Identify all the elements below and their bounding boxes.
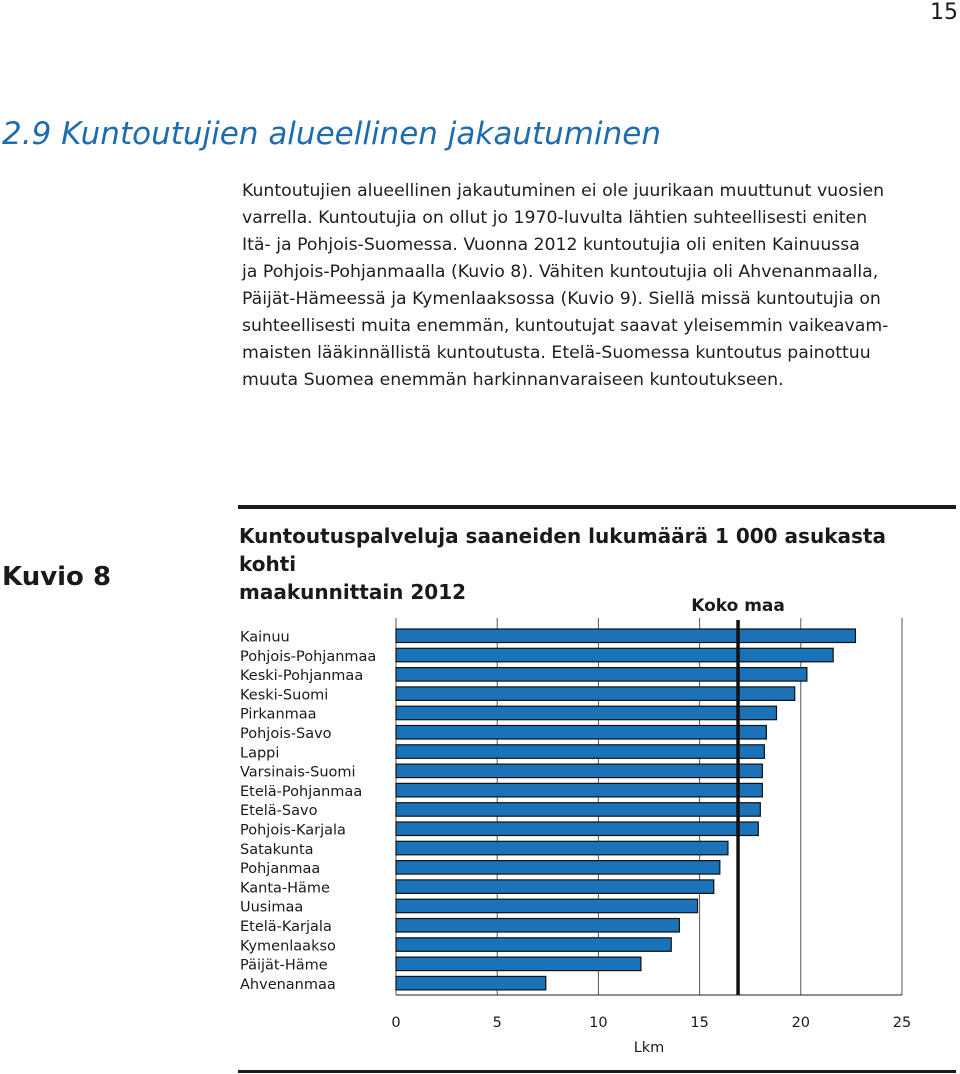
x-tick-label: 10: [589, 1015, 608, 1031]
category-label: Lappi: [240, 745, 280, 762]
body-line: varrella. Kuntoutujia on ollut jo 1970-luvulta lähtien suhteellisesti eniten: [242, 208, 868, 228]
figure-title-line: Kuntoutuspalveluja saaneiden lukumäärä 1 000 asukasta kohti: [239, 524, 886, 576]
category-label: Kymenlaakso: [240, 938, 336, 955]
bar: [396, 803, 760, 817]
category-label: Pohjois-Karjala: [240, 822, 346, 839]
bar: [396, 861, 720, 875]
body-line: suhteellisesti muita enemmän, kuntoutujat saavat yleisemmin vaikeavam-: [242, 316, 889, 336]
category-label: Pohjanmaa: [240, 861, 321, 878]
figure-title-line: maakunnittain 2012: [239, 580, 467, 604]
x-tick-label: 20: [791, 1015, 811, 1031]
bar: [396, 764, 762, 778]
figure-bottom-rule: [238, 1070, 956, 1073]
bar: [396, 648, 833, 662]
bar: [396, 822, 758, 836]
category-label: Pirkanmaa: [240, 706, 317, 723]
bar: [396, 668, 807, 682]
bar: [396, 783, 762, 797]
bar: [396, 745, 764, 759]
x-tick-label: 5: [492, 1015, 502, 1031]
bar: [396, 880, 714, 894]
page-number: 15: [930, 0, 958, 25]
bar: [396, 841, 728, 855]
body-line: Päijät-Hämeessä ja Kymenlaaksossa (Kuvio 9). Siellä missä kuntoutujia on: [242, 289, 881, 309]
x-axis-label: Lkm: [633, 1040, 665, 1056]
body-line: Itä- ja Pohjois-Suomessa. Vuonna 2012 kuntoutujia oli eniten Kainuussa: [242, 235, 860, 255]
bar: [396, 629, 855, 643]
section-title: 2.9 Kuntoutujien alueellinen jakautuminen: [2, 116, 661, 152]
category-label: Keski-Suomi: [240, 687, 329, 704]
category-label: Päijät-Häme: [240, 957, 328, 974]
body-line: muuta Suomea enemmän harkinnanvaraiseen kuntoutukseen.: [242, 370, 784, 390]
category-label: Satakunta: [240, 841, 314, 858]
category-label: Etelä-Karjala: [240, 919, 332, 935]
category-label: Uusimaa: [240, 899, 304, 916]
bar: [396, 919, 679, 933]
bar: [396, 976, 546, 990]
bar: [396, 687, 795, 701]
body-line: ja Pohjois-Pohjanmaalla (Kuvio 8). Vähiten kuntoutujia oli Ahvenanmaalla,: [242, 262, 879, 282]
figure-label: Kuvio 8: [2, 562, 112, 592]
category-label: Pohjois-Pohjanmaa: [240, 648, 377, 665]
category-label: Keski-Pohjanmaa: [240, 668, 364, 685]
body-line: maisten lääkinnällistä kuntoutusta. Etelä-Suomessa kuntoutus painottuu: [242, 343, 871, 363]
category-label: Kanta-Häme: [240, 880, 330, 897]
category-label: Kainuu: [240, 629, 290, 646]
x-tick-label: 15: [690, 1015, 709, 1031]
bar: [396, 899, 698, 913]
category-label: Ahvenanmaa: [240, 976, 336, 993]
bar: [396, 726, 766, 740]
category-label: Pohjois-Savo: [240, 726, 332, 742]
category-label: Varsinais-Suomi: [240, 764, 356, 781]
bar: [396, 706, 777, 720]
category-label: Etelä-Savo: [240, 803, 318, 820]
x-tick-label: 0: [391, 1015, 401, 1031]
bar: [396, 957, 641, 971]
category-label: Etelä-Pohjanmaa: [240, 783, 363, 800]
body-line: Kuntoutujien alueellinen jakautuminen ei ole juurikaan muuttunut vuosien: [242, 181, 885, 201]
bar: [396, 938, 671, 952]
reference-line-label: Koko maa: [691, 596, 785, 616]
x-tick-label: 25: [892, 1015, 912, 1031]
